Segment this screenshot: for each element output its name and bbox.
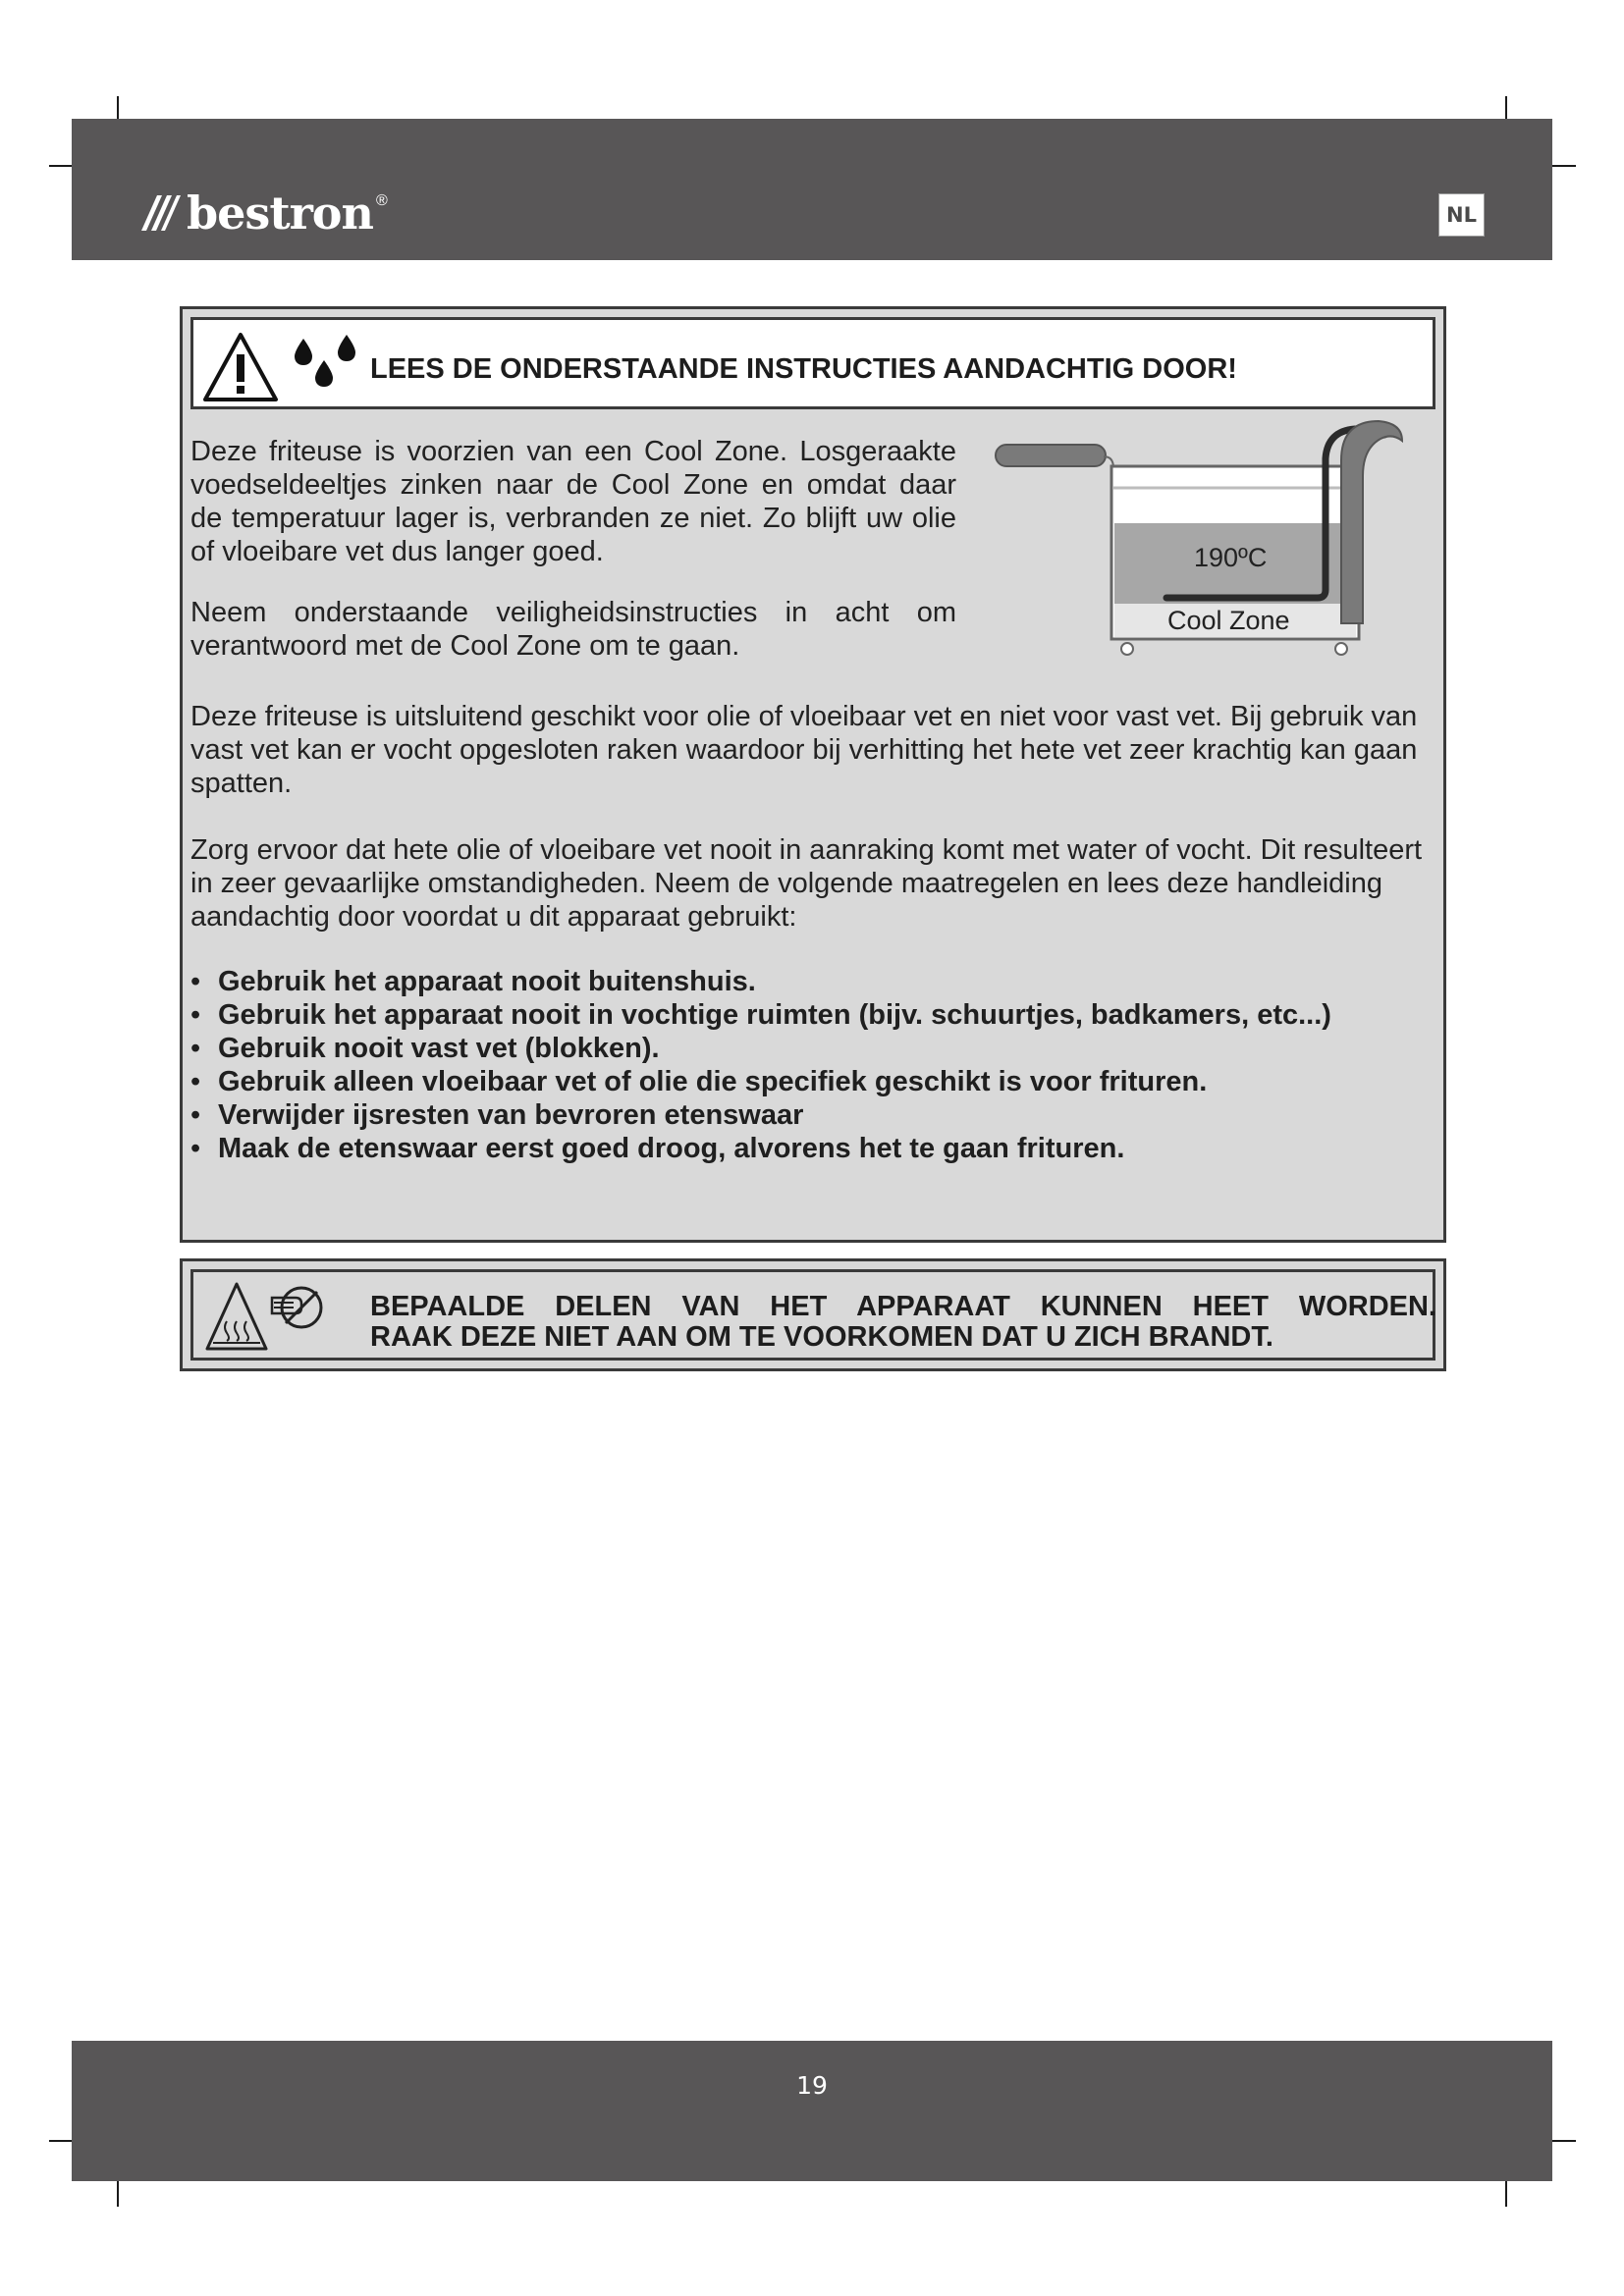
chevrons-icon (137, 191, 181, 235)
text-line: RAAK DEZE NIET AAN OM TE VOORKOMEN DAT U ZICH BRANDT. (370, 1321, 1273, 1353)
warning-title: LEES DE ONDERSTAANDE INSTRUCTIES AANDACHTIG DOOR! (370, 353, 1237, 385)
warning-triangle-icon (201, 331, 280, 403)
warning-box (180, 306, 1446, 1243)
list-item-text: Gebruik alleen vloeibaar vet of olie die specifiek geschikt is voor frituren. (218, 1066, 1208, 1097)
text-line: Deze friteuse is voorzien van een Cool Zone. Losgeraakte (190, 436, 956, 467)
safety-intro-paragraph (190, 596, 956, 663)
hot-surface-box (180, 1258, 1446, 1371)
hot-surface-icon (203, 1278, 341, 1355)
text-line: Neem onderstaande veiligheidsinstructies in acht om (190, 597, 956, 628)
text-line: voedseldeeltjes zinken naar de Cool Zone en omdat daar (190, 469, 956, 501)
brand-name: bestron (187, 187, 373, 240)
temperature-label: 190ºC (1194, 543, 1268, 572)
footer-band (72, 2041, 1552, 2181)
language-badge: NL (1438, 193, 1485, 237)
list-item: • Gebruik het apparaat nooit buitenshuis. (190, 966, 756, 997)
list-item: • Gebruik het apparaat nooit in vochtige ruimten (bijv. schuurtjes, badkamers, etc...) (190, 999, 1331, 1031)
brand-logo (137, 187, 388, 240)
warning-header (190, 317, 1435, 409)
safety-bullet-list (190, 965, 1331, 1165)
oil-drops-icon (292, 333, 360, 396)
text-line: BEPAALDE DELEN VAN HET APPARAAT KUNNEN HEET WORDEN. (370, 1291, 1436, 1322)
text-line: of vloeibare vet dus langer goed. (190, 536, 604, 567)
list-item: • Gebruik nooit vast vet (blokken). (190, 1033, 660, 1064)
list-item: • Maak de etenswaar eerst goed droog, alvorens het te gaan frituren. (190, 1133, 1125, 1164)
list-item: • Verwijder ijsresten van bevroren etenswaar (190, 1099, 804, 1131)
list-item-text: Gebruik nooit vast vet (blokken). (218, 1033, 660, 1064)
registered-mark: ® (375, 192, 388, 209)
cool-zone-label: Cool Zone (1167, 606, 1290, 635)
list-item-text: Gebruik het apparaat nooit in vochtige ruimten (bijv. schuurtjes, badkamers, etc...) (218, 999, 1331, 1031)
list-item: • Gebruik alleen vloeibaar vet of olie die specifiek geschikt is voor frituren. (190, 1066, 1208, 1097)
list-item-text: Gebruik het apparaat nooit buitenshuis. (218, 966, 756, 997)
list-item-text: Verwijder ijsresten van bevroren etenswaar (218, 1099, 804, 1131)
list-item-text: Maak de etenswaar eerst goed droog, alvorens het te gaan frituren. (218, 1133, 1125, 1164)
hot-surface-inner (190, 1269, 1435, 1361)
cool-zone-paragraph (190, 435, 956, 568)
hot-surface-warning (370, 1292, 1436, 1353)
page-number: 19 (796, 2071, 828, 2100)
text-line: de temperatuur lager is, verbranden ze niet. Zo blijft uw olie (190, 503, 956, 534)
solid-fat-paragraph: Deze friteuse is uitsluitend geschikt voor olie of vloeibaar vet en niet voor vast vet. Bij gebruik van vast vet kan er vocht opgesloten raken waardoor bij verhitting het hete vet zeer krachtig kan gaan spatten. (190, 701, 1418, 799)
text-line: verantwoord met de Cool Zone om te gaan. (190, 630, 740, 662)
water-warning-paragraph: Zorg ervoor dat hete olie of vloeibare vet nooit in aanraking komt met water of vocht. Dit resulteert in zeer gevaarlijke omstandigheden. Neem de volgende maatregelen en lees deze handleiding aandachtig door voordat u dit apparaat gebruikt: (190, 834, 1423, 933)
